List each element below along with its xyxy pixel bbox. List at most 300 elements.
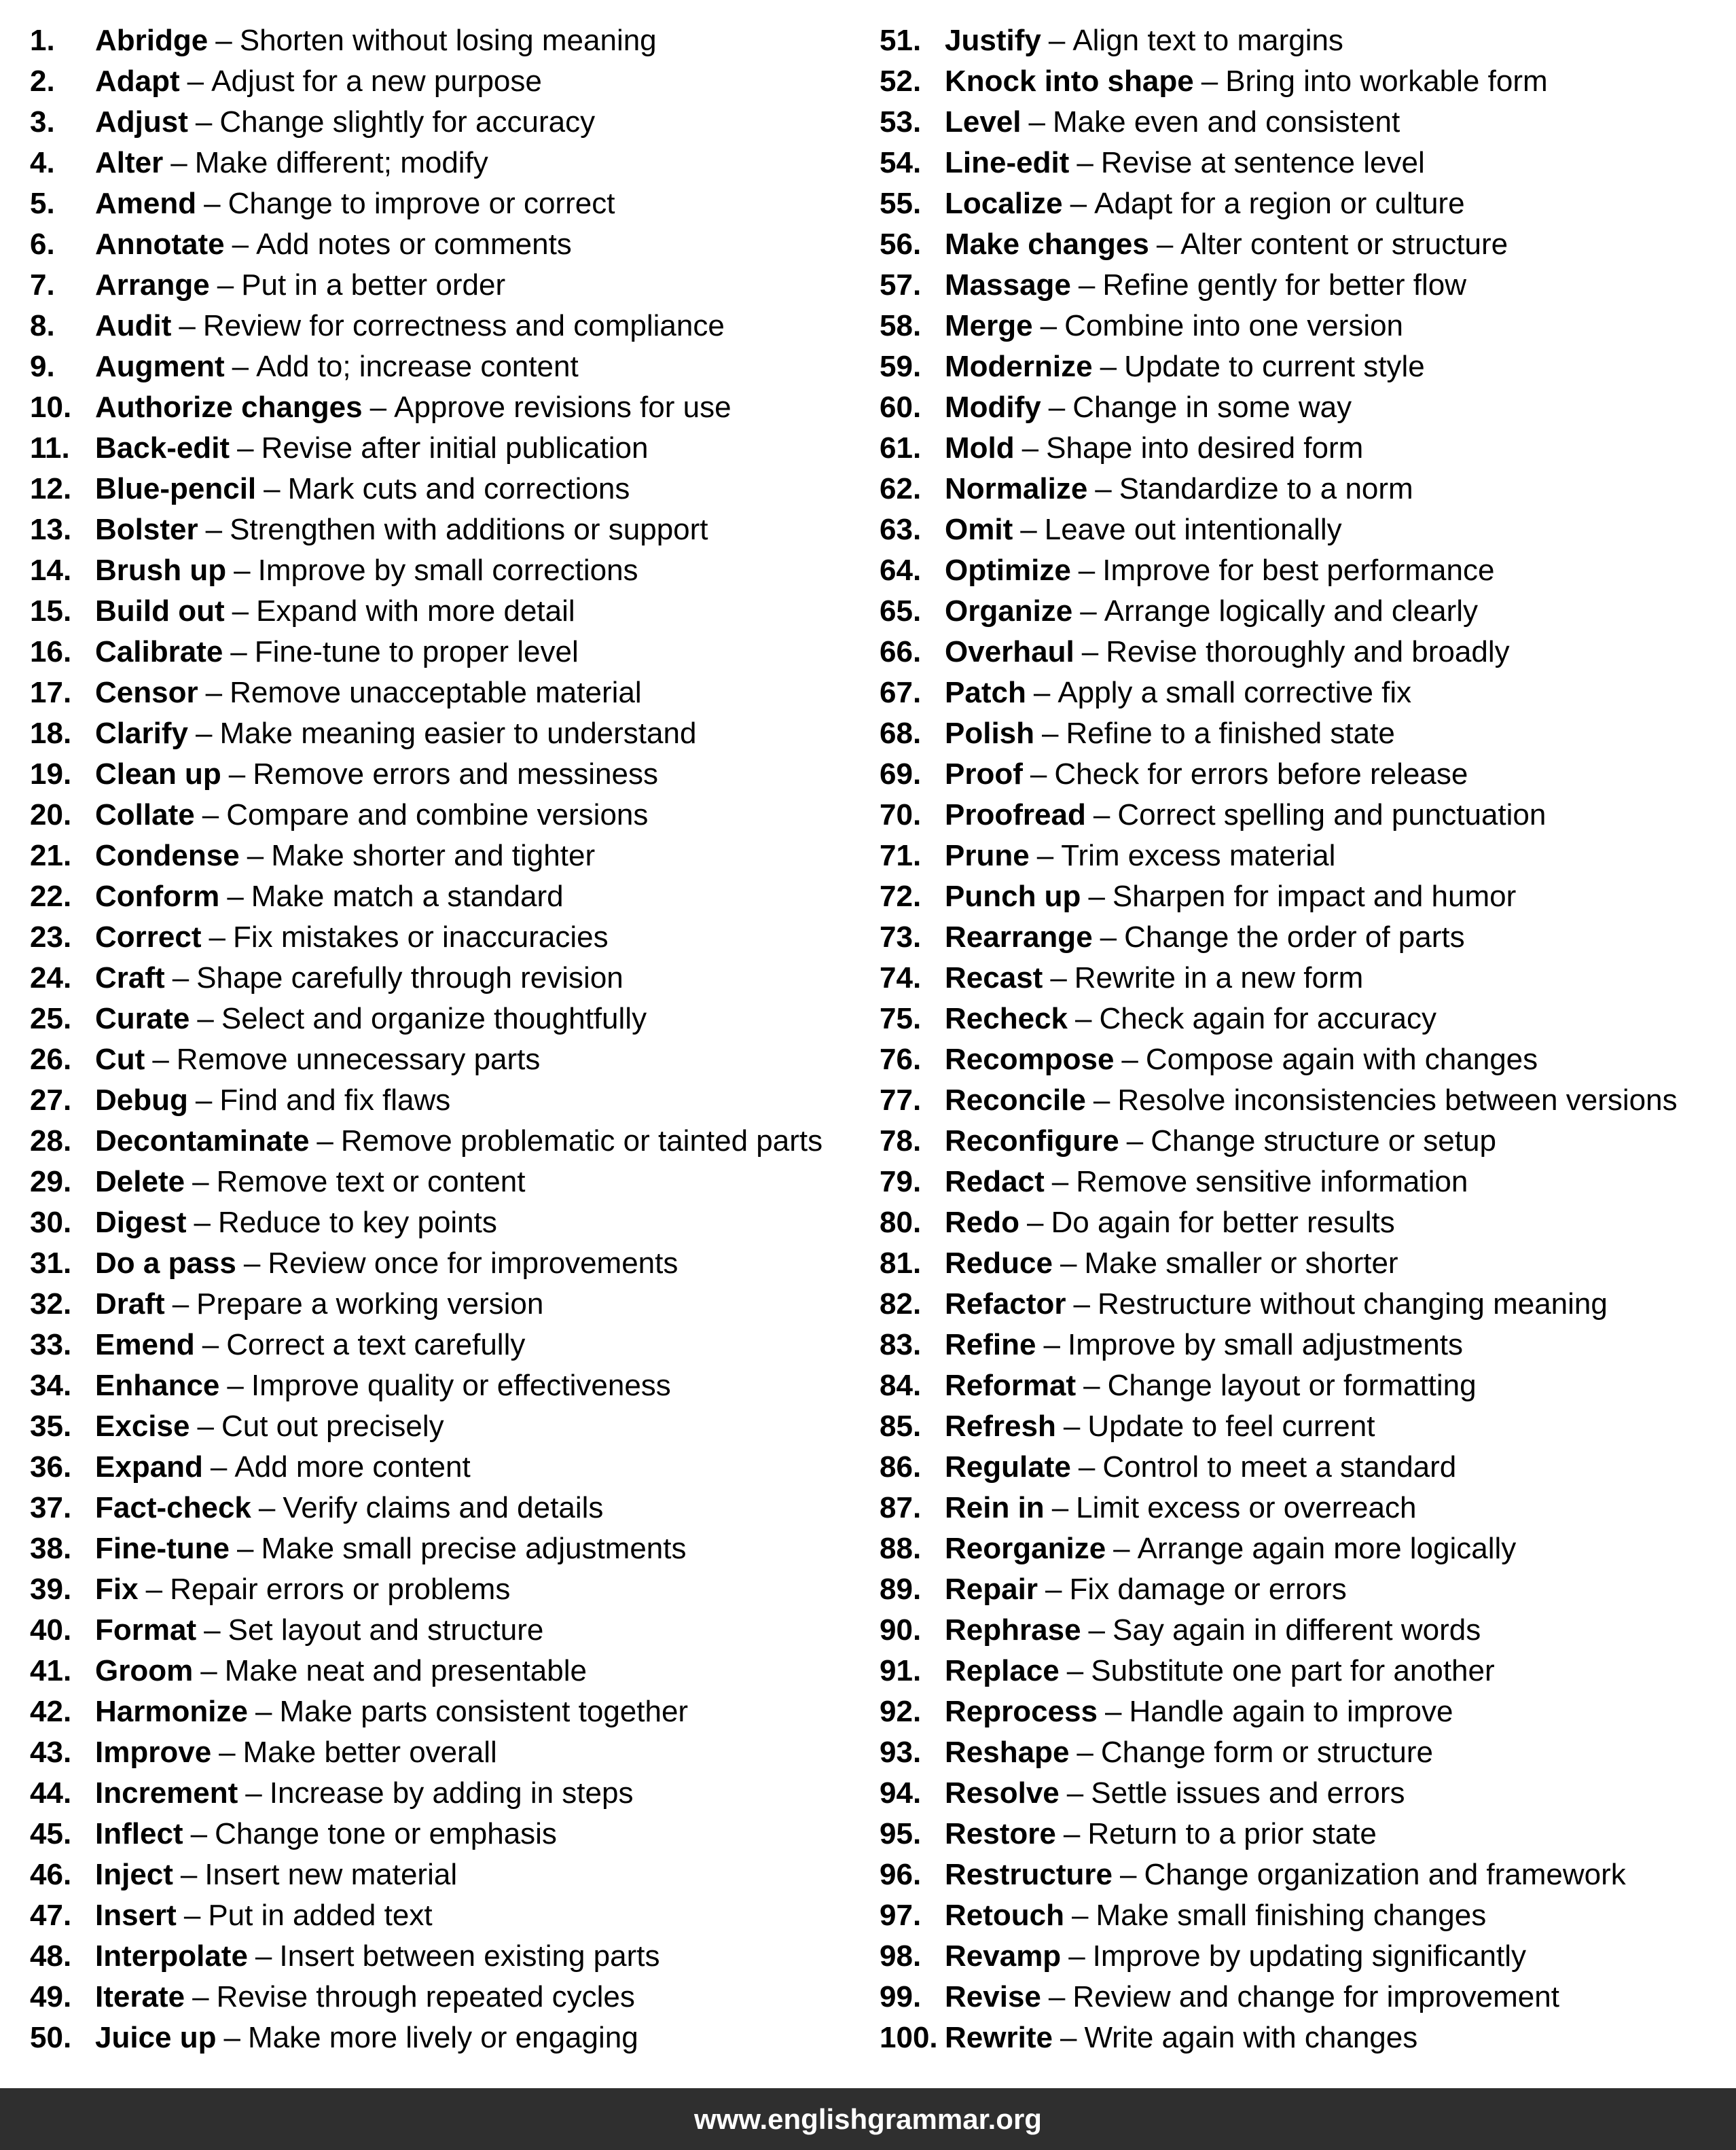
list-item [30, 428, 822, 469]
item-number: 67. [880, 676, 922, 709]
item-term: Iterate [95, 1980, 185, 2013]
list-item [30, 1447, 822, 1488]
item-definition: Change to improve or correct [228, 187, 615, 220]
item-separator: – [170, 146, 187, 179]
item-term: Reformat [945, 1369, 1077, 1402]
item-separator: – [190, 1817, 208, 1850]
item-number: 51. [880, 24, 922, 57]
item-term: Clarify [95, 717, 188, 750]
item-separator: – [1048, 391, 1066, 424]
item-number: 54. [880, 146, 922, 179]
item-separator: – [230, 635, 247, 668]
item-separator: – [1020, 513, 1037, 546]
list-item [30, 958, 822, 999]
item-term: Amend [95, 187, 197, 220]
list-item [30, 1610, 822, 1651]
list-item [880, 1651, 1678, 1691]
item-term: Optimize [945, 554, 1071, 587]
word-list-left-column [30, 20, 822, 2058]
list-item [880, 387, 1678, 428]
item-term: Resolve [945, 1776, 1060, 1810]
item-separator: – [187, 65, 204, 98]
list-item [880, 183, 1678, 224]
item-definition: Remove unacceptable material [230, 676, 642, 709]
item-separator: – [192, 1165, 209, 1198]
item-definition: Change layout or formatting [1107, 1369, 1477, 1402]
list-item [880, 1528, 1678, 1569]
list-item [880, 102, 1678, 143]
list-item [880, 795, 1678, 836]
item-number: 94. [880, 1776, 922, 1810]
item-term: Audit [95, 309, 172, 342]
item-number: 56. [880, 228, 922, 261]
list-item [30, 1080, 822, 1121]
list-item [880, 1977, 1678, 2018]
item-separator: – [202, 1328, 219, 1361]
item-term: Redo [945, 1206, 1019, 1239]
item-number: 77. [880, 1083, 922, 1117]
item-separator: – [1093, 798, 1110, 831]
item-definition: Change organization and framework [1144, 1858, 1626, 1891]
item-number: 75. [880, 1002, 922, 1035]
item-term: Organize [945, 594, 1073, 628]
item-definition: Remove unnecessary parts [176, 1043, 541, 1076]
item-term: Digest [95, 1206, 187, 1239]
item-number: 49. [30, 1980, 72, 2013]
item-number: 82. [880, 1287, 922, 1321]
item-definition: Substitute one part for another [1091, 1654, 1495, 1687]
item-term: Juice up [95, 2021, 217, 2054]
item-term: Proof [945, 757, 1023, 791]
list-item [30, 1162, 822, 1202]
item-number: 20. [30, 798, 72, 831]
item-number: 1. [30, 24, 55, 57]
list-item [880, 1691, 1678, 1732]
item-definition: Change structure or setup [1151, 1124, 1496, 1158]
item-number: 50. [30, 2021, 72, 2054]
item-definition: Make even and consistent [1053, 105, 1400, 139]
item-term: Reprocess [945, 1695, 1098, 1728]
item-separator: – [1077, 1736, 1093, 1769]
item-separator: – [215, 24, 232, 57]
item-definition: Make meaning easier to understand [219, 717, 697, 750]
item-definition: Check again for accuracy [1099, 1002, 1436, 1035]
item-term: Recast [945, 961, 1043, 995]
item-separator: – [1077, 146, 1093, 179]
item-number: 18. [30, 717, 72, 750]
list-item [880, 1773, 1678, 1814]
item-term: Correct [95, 920, 202, 954]
item-term: Draft [95, 1287, 165, 1321]
list-item [880, 469, 1678, 509]
item-number: 31. [30, 1247, 72, 1280]
item-separator: – [179, 309, 196, 342]
item-number: 53. [880, 105, 922, 139]
item-number: 69. [880, 757, 922, 791]
list-item [30, 1855, 822, 1895]
item-separator: – [1078, 1450, 1096, 1484]
item-separator: – [145, 1573, 163, 1606]
item-number: 39. [30, 1573, 72, 1606]
item-term: Localize [945, 187, 1063, 220]
item-separator: – [1073, 1287, 1090, 1321]
item-number: 40. [30, 1613, 72, 1647]
item-term: Harmonize [95, 1695, 248, 1728]
item-definition: Check for errors before release [1054, 757, 1468, 791]
item-definition: Remove sensitive information [1076, 1165, 1468, 1198]
item-separator: – [1045, 1573, 1062, 1606]
item-term: Restructure [945, 1858, 1113, 1891]
item-number: 13. [30, 513, 72, 546]
item-term: Modernize [945, 350, 1093, 383]
item-separator: – [1033, 676, 1051, 709]
item-separator: – [1027, 1206, 1044, 1239]
item-separator: – [1048, 24, 1066, 57]
item-separator: – [1119, 1858, 1137, 1891]
item-term: Bolster [95, 513, 198, 546]
item-definition: Revise thoroughly and broadly [1106, 635, 1510, 668]
item-definition: Make neat and presentable [224, 1654, 587, 1687]
item-separator: – [227, 880, 244, 913]
item-definition: Make parts consistent together [279, 1695, 689, 1728]
list-item [880, 143, 1678, 183]
item-term: Abridge [95, 24, 209, 57]
item-definition: Arrange again more logically [1137, 1532, 1517, 1565]
item-separator: – [172, 1287, 189, 1321]
item-definition: Put in a better order [241, 268, 506, 302]
item-number: 7. [30, 268, 55, 302]
item-term: Normalize [945, 472, 1088, 505]
list-item [880, 1080, 1678, 1121]
item-term: Rewrite [945, 2021, 1053, 2054]
item-number: 14. [30, 554, 72, 587]
item-number: 3. [30, 105, 55, 139]
item-number: 38. [30, 1532, 72, 1565]
list-item [30, 346, 822, 387]
item-separator: – [1040, 309, 1057, 342]
list-item [30, 1325, 822, 1365]
list-item [30, 713, 822, 754]
item-number: 29. [30, 1165, 72, 1198]
item-number: 59. [880, 350, 922, 383]
list-item [30, 143, 822, 183]
item-number: 55. [880, 187, 922, 220]
list-item [30, 754, 822, 795]
item-separator: – [1060, 2021, 1077, 2054]
item-term: Brush up [95, 554, 227, 587]
item-definition: Change the order of parts [1124, 920, 1465, 954]
item-number: 96. [880, 1858, 922, 1891]
item-term: Annotate [95, 228, 225, 261]
item-definition: Add to; increase content [256, 350, 579, 383]
item-number: 41. [30, 1654, 72, 1687]
item-separator: – [1042, 717, 1059, 750]
item-separator: – [210, 1450, 228, 1484]
item-number: 48. [30, 1939, 72, 1973]
item-definition: Correct a text carefully [226, 1328, 526, 1361]
list-item [880, 591, 1678, 632]
item-number: 19. [30, 757, 72, 791]
item-separator: – [183, 1899, 201, 1932]
item-definition: Standardize to a norm [1119, 472, 1413, 505]
item-number: 93. [880, 1736, 922, 1769]
item-definition: Revise after initial publication [261, 431, 649, 465]
item-separator: – [247, 839, 264, 872]
item-definition: Make different; modify [194, 146, 488, 179]
item-number: 91. [880, 1654, 922, 1687]
list-item [30, 1243, 822, 1284]
item-number: 33. [30, 1328, 72, 1361]
item-number: 98. [880, 1939, 922, 1973]
item-term: Prune [945, 839, 1030, 872]
item-term: Excise [95, 1410, 190, 1443]
item-definition: Restructure without changing meaning [1097, 1287, 1608, 1321]
item-number: 89. [880, 1573, 922, 1606]
item-separator: – [255, 1939, 272, 1973]
item-term: Emend [95, 1328, 195, 1361]
item-number: 57. [880, 268, 922, 302]
site-footer [0, 2088, 1736, 2150]
item-number: 27. [30, 1083, 72, 1117]
item-term: Reconcile [945, 1083, 1086, 1117]
item-separator: – [234, 554, 251, 587]
item-separator: – [195, 717, 213, 750]
item-number: 52. [880, 65, 922, 98]
list-item [30, 999, 822, 1039]
item-number: 80. [880, 1206, 922, 1239]
list-item [30, 1651, 822, 1691]
item-term: Patch [945, 676, 1026, 709]
item-separator: – [1113, 1532, 1130, 1565]
item-number: 65. [880, 594, 922, 628]
item-number: 45. [30, 1817, 72, 1850]
item-separator: – [237, 431, 254, 465]
item-number: 28. [30, 1124, 72, 1158]
item-term: Rearrange [945, 920, 1093, 954]
item-definition: Approve revisions for use [394, 391, 731, 424]
item-separator: – [1080, 594, 1097, 628]
item-definition: Write again with changes [1084, 2021, 1418, 2054]
item-number: 37. [30, 1491, 72, 1524]
item-term: Make changes [945, 228, 1149, 261]
list-item [880, 1202, 1678, 1243]
item-number: 99. [880, 1980, 922, 2013]
item-number: 95. [880, 1817, 922, 1850]
item-term: Craft [95, 961, 165, 995]
item-term: Adapt [95, 65, 180, 98]
item-definition: Review for correctness and compliance [202, 309, 725, 342]
item-term: Polish [945, 717, 1035, 750]
item-definition: Adapt for a region or culture [1094, 187, 1465, 220]
item-term: Overhaul [945, 635, 1074, 668]
item-definition: Revise at sentence level [1100, 146, 1425, 179]
item-number: 66. [880, 635, 922, 668]
item-definition: Align text to margins [1072, 24, 1343, 57]
item-term: Calibrate [95, 635, 223, 668]
list-item [880, 2018, 1678, 2058]
item-definition: Make match a standard [251, 880, 564, 913]
item-term: Knock into shape [945, 65, 1194, 98]
list-item [880, 917, 1678, 958]
item-separator: – [1093, 1083, 1110, 1117]
list-item [880, 224, 1678, 265]
item-separator: – [1105, 1695, 1122, 1728]
item-definition: Remove text or content [216, 1165, 526, 1198]
item-number: 5. [30, 187, 55, 220]
item-term: Debug [95, 1083, 188, 1117]
item-separator: – [205, 676, 223, 709]
item-number: 44. [30, 1776, 72, 1810]
list-item [880, 1325, 1678, 1365]
item-number: 22. [30, 880, 72, 913]
list-item [30, 1732, 822, 1773]
item-definition: Return to a prior state [1087, 1817, 1377, 1850]
item-number: 70. [880, 798, 922, 831]
item-term: Format [95, 1613, 197, 1647]
list-item [30, 1814, 822, 1855]
item-term: Massage [945, 268, 1071, 302]
item-term: Modify [945, 391, 1041, 424]
item-number: 74. [880, 961, 922, 995]
item-term: Enhance [95, 1369, 220, 1402]
item-term: Proofread [945, 798, 1086, 831]
footer-url-link[interactable]: www.englishgrammar.org [694, 2102, 1042, 2135]
item-separator: – [209, 920, 225, 954]
list-item [880, 20, 1678, 61]
item-separator: – [317, 1124, 333, 1158]
item-term: Reconfigure [945, 1124, 1119, 1158]
item-separator: – [192, 1980, 209, 2013]
item-definition: Insert new material [204, 1858, 458, 1891]
item-definition: Change tone or emphasis [215, 1817, 557, 1850]
item-definition: Correct spelling and punctuation [1117, 798, 1547, 831]
item-separator: – [1066, 1776, 1084, 1810]
item-definition: Increase by adding in steps [269, 1776, 634, 1810]
list-item [880, 1447, 1678, 1488]
list-item [30, 550, 822, 591]
item-term: Arrange [95, 268, 210, 302]
list-item [880, 1732, 1678, 1773]
item-term: Revamp [945, 1939, 1062, 1973]
list-item [880, 713, 1678, 754]
item-number: 10. [30, 391, 72, 424]
item-number: 58. [880, 309, 922, 342]
item-number: 81. [880, 1247, 922, 1280]
item-definition: Trim excess material [1061, 839, 1336, 872]
item-number: 88. [880, 1532, 922, 1565]
item-number: 16. [30, 635, 72, 668]
item-term: Reorganize [945, 1532, 1106, 1565]
list-item [30, 673, 822, 713]
item-separator: – [1100, 920, 1117, 954]
item-definition: Improve by updating significantly [1092, 1939, 1527, 1973]
item-separator: – [197, 1002, 214, 1035]
item-term: Replace [945, 1654, 1060, 1687]
item-term: Redact [945, 1165, 1045, 1198]
list-item [30, 387, 822, 428]
item-definition: Say again in different words [1113, 1613, 1481, 1647]
item-term: Conform [95, 880, 220, 913]
item-term: Expand [95, 1450, 203, 1484]
item-number: 86. [880, 1450, 922, 1484]
list-item [880, 673, 1678, 713]
item-number: 92. [880, 1695, 922, 1728]
item-separator: – [1126, 1124, 1144, 1158]
item-number: 43. [30, 1736, 72, 1769]
item-separator: – [243, 1247, 261, 1280]
item-term: Blue-pencil [95, 472, 257, 505]
item-number: 30. [30, 1206, 72, 1239]
item-definition: Review once for improvements [268, 1247, 679, 1280]
item-definition: Update to current style [1124, 350, 1425, 383]
item-separator: – [1050, 961, 1067, 995]
list-item [30, 265, 822, 306]
list-item [30, 1691, 822, 1732]
item-separator: – [1088, 880, 1105, 913]
item-number: 9. [30, 350, 55, 383]
item-separator: – [1036, 839, 1054, 872]
item-number: 46. [30, 1858, 72, 1891]
item-definition: Limit excess or overreach [1076, 1491, 1417, 1524]
list-item [30, 509, 822, 550]
item-separator: – [1048, 1980, 1066, 2013]
item-separator: – [1201, 65, 1218, 98]
item-separator: – [236, 1532, 254, 1565]
list-item [30, 917, 822, 958]
item-definition: Add notes or comments [256, 228, 572, 261]
list-item [880, 428, 1678, 469]
item-term: Reduce [945, 1247, 1053, 1280]
list-item [30, 632, 822, 673]
item-definition: Improve quality or effectiveness [251, 1369, 671, 1402]
item-separator: – [1121, 1043, 1138, 1076]
item-definition: Make more lively or engaging [247, 2021, 638, 2054]
item-definition: Settle issues and errors [1091, 1776, 1405, 1810]
item-term: Fix [95, 1573, 139, 1606]
list-item [880, 1814, 1678, 1855]
item-number: 71. [880, 839, 922, 872]
item-separator: – [1066, 1654, 1084, 1687]
item-number: 35. [30, 1410, 72, 1443]
item-separator: – [1051, 1165, 1069, 1198]
item-number: 60. [880, 391, 922, 424]
item-term: Fine-tune [95, 1532, 230, 1565]
list-item [880, 1121, 1678, 1162]
item-separator: – [1081, 635, 1099, 668]
list-item [880, 1284, 1678, 1325]
item-separator: – [228, 757, 246, 791]
item-number: 90. [880, 1613, 922, 1647]
item-separator: – [1028, 105, 1045, 139]
item-number: 32. [30, 1287, 72, 1321]
item-term: Retouch [945, 1899, 1064, 1932]
item-term: Level [945, 105, 1021, 139]
item-term: Omit [945, 513, 1013, 546]
item-term: Increment [95, 1776, 238, 1810]
list-item [30, 1569, 822, 1610]
item-term: Refresh [945, 1410, 1056, 1443]
item-definition: Make better overall [242, 1736, 497, 1769]
item-definition: Remove problematic or tainted parts [340, 1124, 823, 1158]
item-term: Punch up [945, 880, 1081, 913]
item-definition: Find and fix flaws [219, 1083, 451, 1117]
item-term: Justify [945, 24, 1041, 57]
item-separator: – [204, 1613, 221, 1647]
item-separator: – [172, 961, 189, 995]
item-separator: – [1070, 187, 1087, 220]
item-definition: Compare and combine versions [226, 798, 649, 831]
item-number: 73. [880, 920, 922, 954]
